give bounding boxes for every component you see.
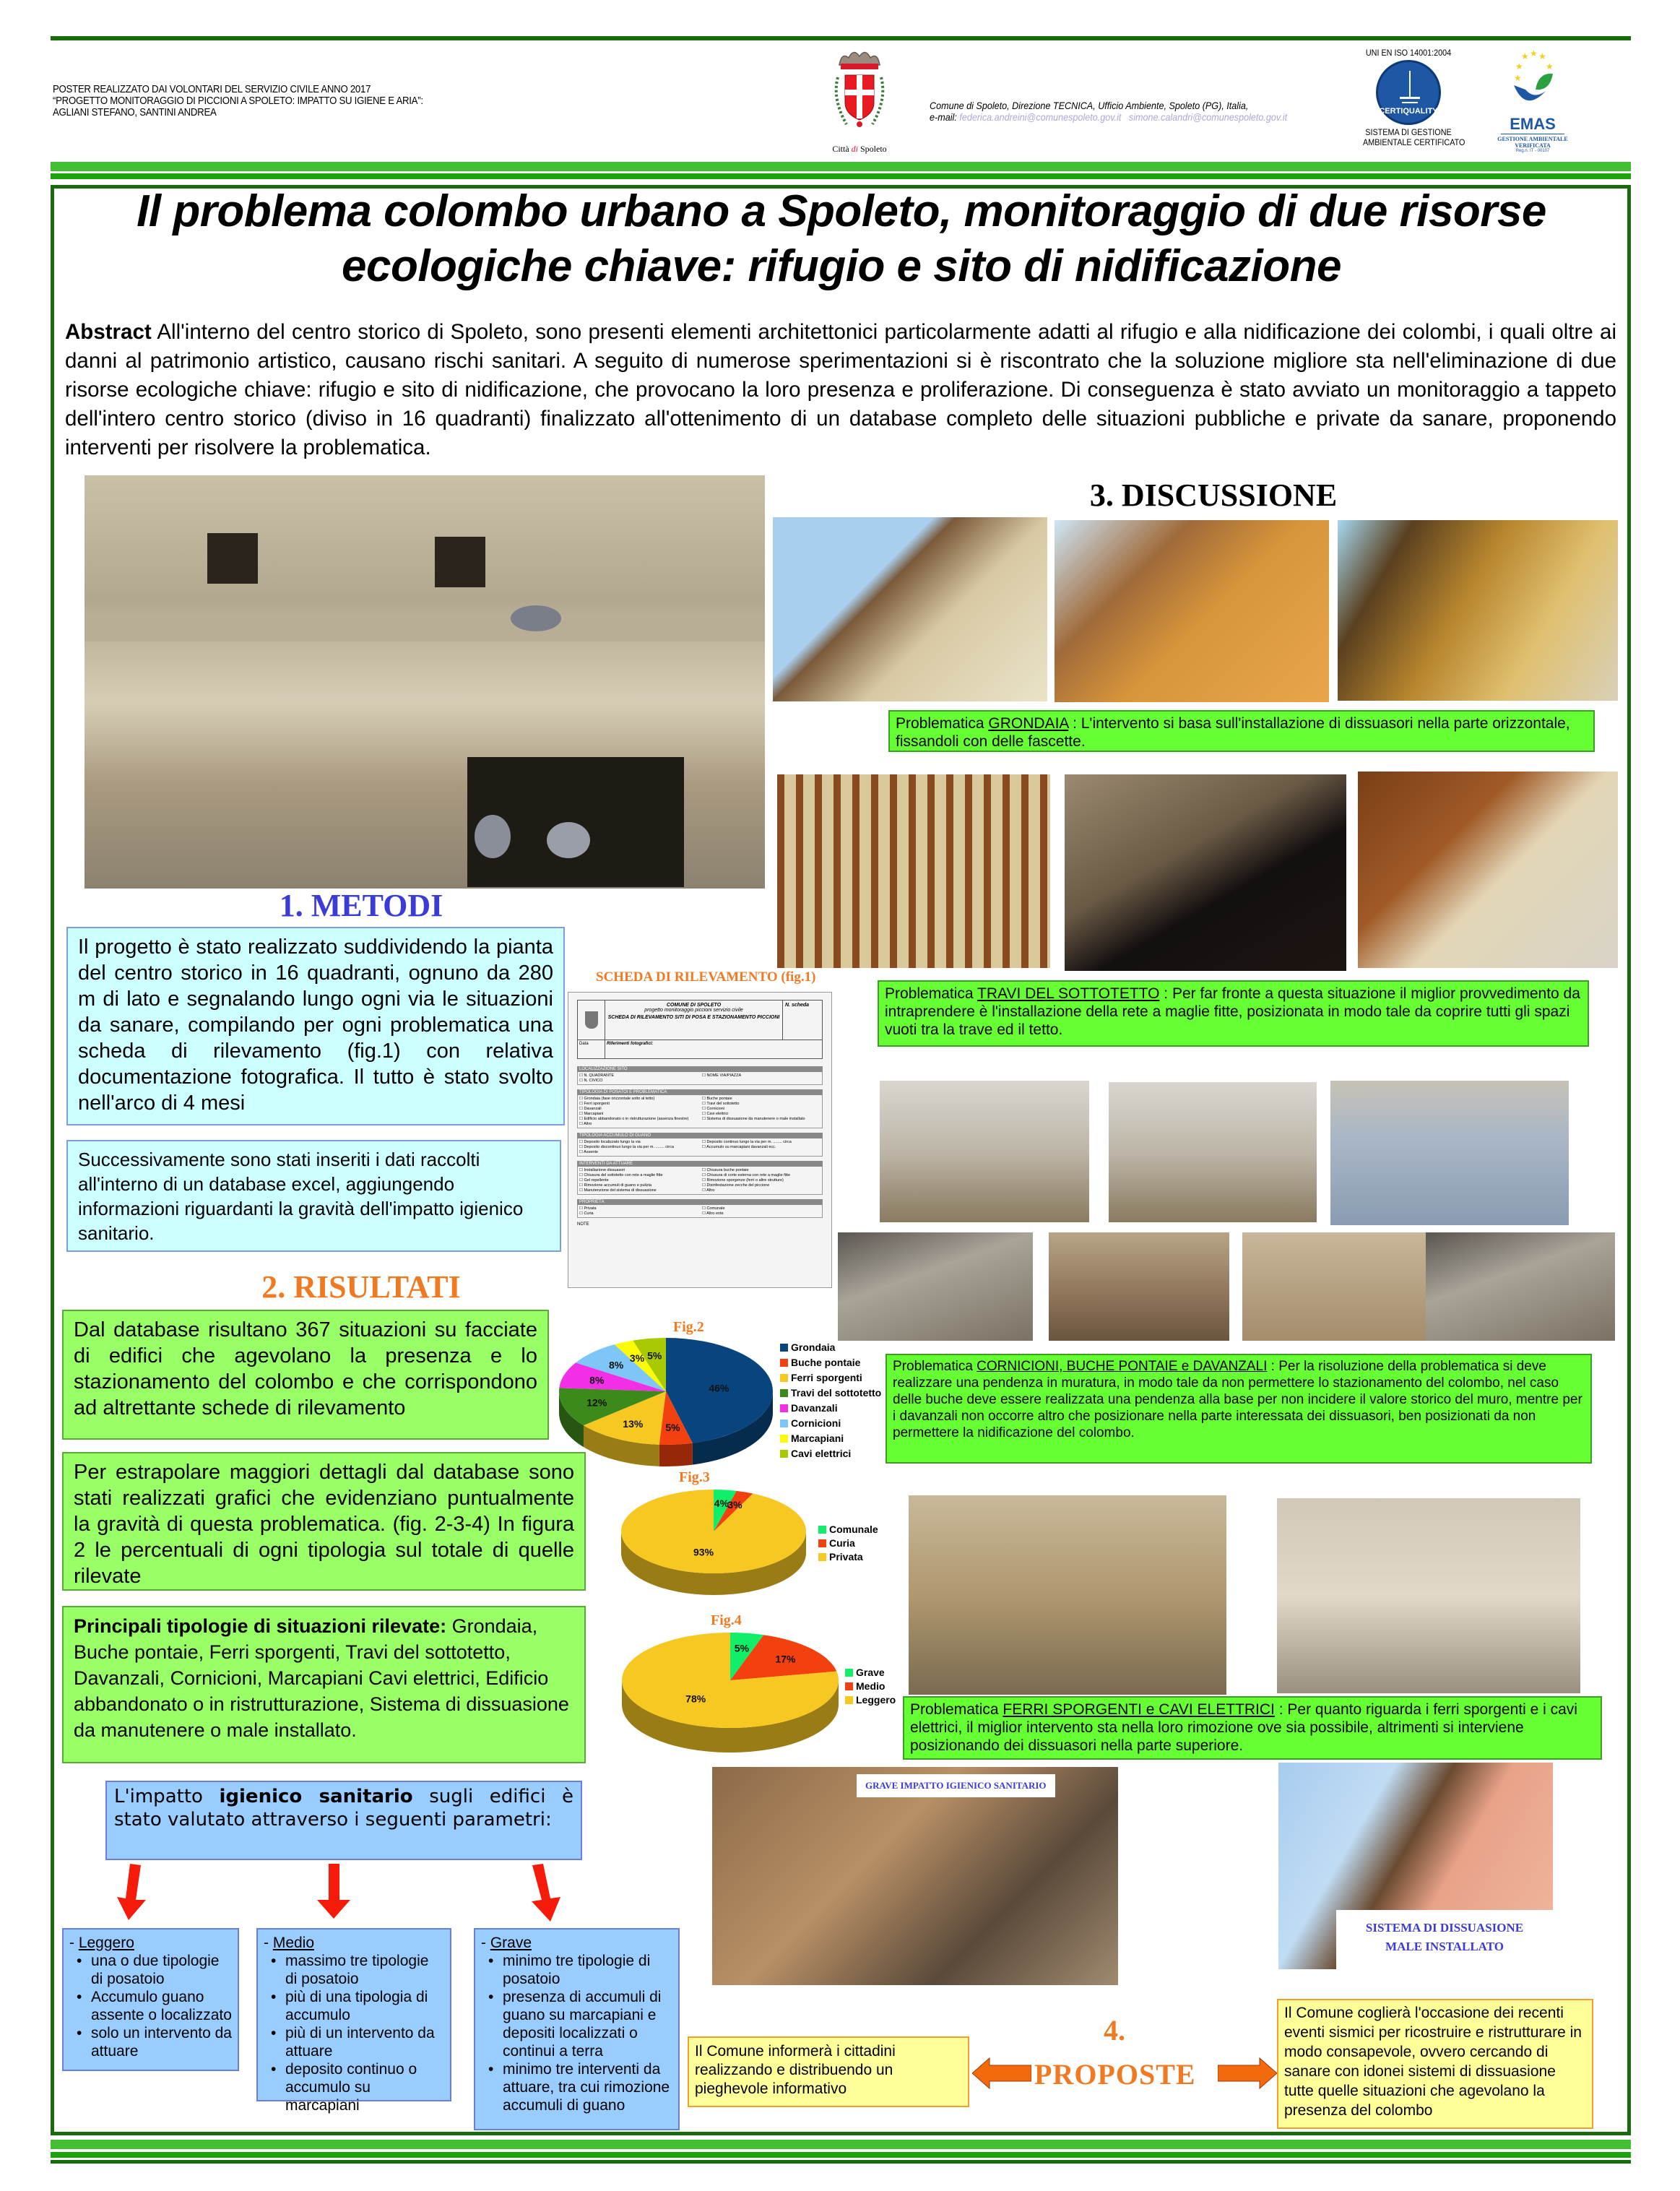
pie-data-label: 3%	[727, 1498, 742, 1511]
risultati-box-2: Per estrapolare maggiori dettagli dal database sono stati realizzati grafici che evidenziano puntualmente la gravità di questa problematica. (fig. 2-3-4) In figura 2 le percentuali di ogni tipologia sul totale di quelle rilevate	[62, 1452, 586, 1591]
deterrent-photo-label: SISTEMA DI DISSUASIONE MALE INSTALLATO	[1336, 1910, 1553, 1969]
arrow-down-left-icon	[117, 1864, 146, 1920]
level-bullets	[264, 1952, 444, 2114]
ferri-photo-2	[1277, 1498, 1580, 1693]
contact-line: Comune di Spoleto, Direzione TECNICA, Ufficio Ambiente, Spoleto (PG), Italia,	[930, 100, 1249, 111]
form-checkbox-item: ☐ Disinfestazione zecche del piccione	[702, 1183, 770, 1188]
pie-data-label: 93%	[693, 1546, 714, 1558]
fig4-legend	[845, 1666, 896, 1707]
footer-green-bar	[51, 2152, 1631, 2158]
poster-credits	[53, 84, 423, 118]
legend-swatch	[818, 1526, 826, 1534]
certiquality-seal-icon: CERTIQUALITY	[1376, 60, 1441, 125]
pie-data-label: 12%	[586, 1396, 607, 1409]
form-checkbox-item: ☐ Travi del sottotetto	[702, 1102, 740, 1106]
fig3-pie-chart	[618, 1487, 813, 1602]
metodi-box-2: Successivamente sono stati inseriti i dati raccolti all'interno di un database excel, aggiungendo informazioni riguardanti la gravità dell'impatto igienico sanitario.	[66, 1140, 561, 1252]
form-section-header: TIPOLOGIA ACCUMULO DI GUANO	[577, 1133, 823, 1138]
header-top-rule	[51, 36, 1631, 40]
proposta-right-box: Il Comune coglierà l'occasione dei recenti eventi sismici per ricostruire e ristrutturare in modo consapevole, ovvero cercando di sanare con idonei sistemi di dissuasione tutte quelle situazioni che agevolano la presenza del colombo	[1277, 1999, 1593, 2129]
fig3-title: Fig.3	[679, 1469, 710, 1485]
form-checkbox-item: ☐ N. CIVICO	[579, 1079, 603, 1083]
level-bullet-item: • minimo tre interventi da attuare, tra cui rimozione accumuli di guano	[481, 2060, 672, 2114]
legend-label: Grave	[856, 1667, 885, 1678]
legend-entry	[845, 1680, 896, 1693]
legend-entry	[780, 1431, 881, 1446]
form-checkbox-item: ☐ Ferri sporgenti	[579, 1102, 610, 1106]
risultati-box-1: Dal database risultano 367 situazioni su facciate di edifici che agevolano la presenza e lo stazionamento del colombo e che corrispondono ad altrettante schede di rilevamento	[62, 1310, 549, 1440]
legend-label: Grondaia	[791, 1341, 836, 1353]
legend-entry	[780, 1355, 881, 1370]
caption-grondaia: Problematica GRONDAIA : L'intervento si basa sull'installazione di dissuasori nella parte orizzontale, fissandoli con delle fascette.	[888, 710, 1595, 752]
legend-swatch	[845, 1669, 853, 1677]
discussione-heading: 3. DISCUSSIONE	[1089, 477, 1338, 513]
caption-travi: Problematica TRAVI DEL SOTTOTETTO : Per far fronte a questa situazione il miglior provvedimento da intraprendere è l'installazione della rete a maglie fitte, posizionata in modo tale da coprire tutti gli spazi vuoti tra la trave ed il tetto.	[878, 980, 1589, 1047]
impact-intro-box: L'impatto igienico sanitario sugli edifici è stato valutato attraverso i seguenti parametri:	[105, 1781, 582, 1860]
guano-photo	[712, 1767, 1118, 1985]
level-box-grave: - Grave • minimo tre tipologie di posatoio • presenza di accumuli di guano su marcapiani e depositi localizzati o continui a terra • minimo tre interventi da attuare, tra cui rimozione accumuli di guano	[474, 1928, 680, 2130]
legend-swatch	[780, 1359, 788, 1367]
cornice-photo-3	[1330, 1081, 1569, 1225]
buche-photo-3	[1242, 1232, 1429, 1341]
pie-slice-side	[659, 1443, 693, 1466]
poster-title	[79, 184, 1603, 294]
legend-swatch	[780, 1419, 788, 1427]
level-box-medio: - Medio • massimo tre tipologie di posatoio • più di una tipologia di accumulo • più di un intervento da attuare • deposito continuo o accumulo su marcapiani	[256, 1928, 451, 2101]
form-checkbox-item: ☐ Accumulo su marcapiani davanzali ecc.	[702, 1145, 776, 1149]
header-light-green-bar	[51, 162, 1631, 171]
pie-data-label: 46%	[709, 1382, 729, 1394]
level-box-leggero: - Leggero • una o due tipologie di posatoio • Accumulo guano assente o localizzato • solo un intervento da attuare	[62, 1928, 239, 2071]
legend-entry	[780, 1446, 881, 1461]
form-checkbox-item: ☐ Assente	[579, 1150, 599, 1154]
form-checkbox-item: ☐ Deposito discontinuo lungo la via per m. ........ circa	[579, 1145, 674, 1149]
legend-entry	[845, 1693, 896, 1707]
form-caption: SCHEDA DI RILEVAMENTO (fig.1)	[596, 969, 816, 985]
gutter-photo-2	[1055, 520, 1329, 702]
legend-label: Medio	[856, 1680, 886, 1692]
metodi-heading: 1. METODI	[279, 888, 443, 923]
legend-entry	[818, 1537, 878, 1550]
guano-photo-label: GRAVE IMPATTO IGIENICO SANITARIO	[857, 1774, 1055, 1797]
legend-swatch	[845, 1696, 853, 1704]
pigeon-icon	[547, 822, 590, 858]
level-bullet-item: • Accumulo guano assente o localizzato	[69, 1988, 232, 2024]
risultati-box-3-text: Grondaia, Buche pontaie, Ferri sporgenti, Travi del sottotetto, Davanzali, Cornicioni, Marcapiani Cavi elettrici, Edificio abbandonato o in ristrutturazione, Sistema di dissuasione da manutenere o male installato.	[74, 1615, 569, 1741]
form-checkbox-item: ☐ Rimozione sporgenze (ferri o altre strutture)	[702, 1178, 784, 1183]
form-checkbox-item: ☐ Cavi elettrici	[702, 1112, 729, 1116]
legend-swatch	[780, 1435, 788, 1443]
ferri-photo-1	[909, 1495, 1226, 1695]
form-checkbox-item: ☐ Rimozione accumuli di guano e pulizia	[579, 1183, 652, 1188]
fig2-title: Fig.2	[673, 1319, 704, 1335]
abstract	[65, 318, 1616, 462]
form-sections	[577, 1066, 823, 1218]
beams-photo-1	[777, 774, 1050, 968]
legend-entry	[818, 1550, 878, 1564]
form-checkbox-item: ☐ Altro	[702, 1188, 715, 1193]
level-name: Leggero	[78, 1935, 134, 1951]
form-section-header: LOCALIZZAZIONE SITO	[577, 1066, 823, 1072]
pie-data-label: 5%	[647, 1349, 662, 1362]
pie-data-label: 4%	[714, 1497, 729, 1509]
form-checkbox-item: ☐ Altro ente	[702, 1211, 724, 1216]
form-checkbox-item: ☐ Edificio abbandonato o in ristrutturazione (assenza finestre)	[579, 1117, 689, 1121]
form-checkbox-item: ☐ Chiusura del sottotetto con rete a maglie fitte	[579, 1173, 663, 1177]
legend-entry	[780, 1401, 881, 1416]
form-checkbox-item: ☐ Buche pontaie	[702, 1097, 732, 1101]
buche-photo-1	[838, 1232, 1033, 1341]
cornice-photo-2	[1109, 1082, 1317, 1222]
form-checkbox-item: ☐ Gel repellente	[579, 1178, 609, 1183]
legend-entry	[780, 1386, 881, 1401]
city-logo-caption: Città di Spoleto	[832, 144, 887, 154]
legend-swatch	[780, 1404, 788, 1412]
arrow-right-icon	[1218, 2057, 1277, 2090]
title-line-2: ecologiche chiave: rifugio e sito di nidificazione	[341, 241, 1342, 291]
pie-data-label: 78%	[685, 1693, 706, 1705]
level-bullet-item: • più di un intervento da attuare	[264, 2024, 444, 2060]
form-checkbox-item: ☐ Chiusura di corte esterna con rete a maglie fitte	[702, 1173, 791, 1177]
proposte-heading-number: 4.	[1104, 2014, 1125, 2047]
credits-line-1: POSTER REALIZZATO DAI VOLONTARI DEL SERVIZIO CIVILE ANNO 2017	[53, 83, 371, 95]
legend-label: Curia	[829, 1537, 855, 1549]
gutter-photo-1	[773, 517, 1047, 701]
form-crest-icon	[578, 1001, 605, 1040]
city-crest-icon	[816, 45, 903, 139]
email-link-1[interactable]: federica.andreini@comunespoleto.gov.it	[959, 111, 1122, 123]
iso-certiquality-logo: UNI EN ISO 14001:2004 CERTIQUALITY SISTEMA DI GESTIONE AMBIENTALE CERTIFICATO	[1363, 48, 1465, 147]
legend-swatch	[818, 1553, 826, 1561]
level-bullet-item: • più di una tipologia di accumulo	[264, 1988, 444, 2024]
beams-photo-3	[1358, 772, 1618, 968]
emas-stars-leaf-icon	[1504, 48, 1562, 113]
level-bullet-item: • massimo tre tipologie di posatoio	[264, 1952, 444, 1988]
legend-swatch	[780, 1389, 788, 1397]
contact-info	[930, 100, 1287, 123]
legend-label: Ferri sporgenti	[791, 1372, 862, 1383]
cornice-photo-1	[880, 1081, 1089, 1222]
legend-entry	[845, 1666, 896, 1680]
risultati-box-3	[62, 1606, 586, 1763]
impact-arrows	[101, 1864, 592, 1922]
level-name: Medio	[272, 1935, 315, 1951]
pigeon-icon	[511, 605, 561, 631]
proposta-left-box: Il Comune informerà i cittadini realizzando e distribuendo un pieghevole informativo	[688, 2036, 969, 2107]
legend-label: Cornicioni	[791, 1417, 841, 1429]
title-line-1: Il problema colombo urbano a Spoleto, monitoraggio di due risorse	[137, 186, 1546, 236]
city-logo	[816, 45, 903, 153]
level-bullet-item: • solo un intervento da attuare	[69, 2024, 232, 2060]
caption-ferri: Problematica FERRI SPORGENTI e CAVI ELETTRICI : Per quanto riguarda i ferri sporgenti e i cavi elettrici, il miglior intervento sta nella loro rimozione ove sia possibile, altrimenti si interviene posizionando dei dissuasori nella parte superiore.	[903, 1696, 1602, 1760]
legend-swatch	[780, 1374, 788, 1382]
form-section-header: PROPRIETÀ	[577, 1199, 823, 1205]
bad-deterrent-photo	[1278, 1763, 1553, 1969]
legend-label: Comunale	[829, 1524, 878, 1535]
header-green-bar	[51, 173, 1631, 179]
form-checkbox-item: ☐ Sistema di dissuasione da manutenere o male installato	[702, 1117, 805, 1121]
form-checkbox-item: ☐ NOME VIA/PIAZZA	[702, 1073, 742, 1078]
fig3-legend	[818, 1523, 878, 1564]
form-checkbox-item: ☐ Cornicioni	[702, 1107, 724, 1111]
form-checkbox-item: ☐ Deposito localizzato lungo la via	[579, 1140, 641, 1144]
form-checkbox-item: ☐ N. QUADRANTE	[579, 1073, 615, 1078]
legend-swatch	[780, 1344, 788, 1352]
level-bullets	[69, 1952, 232, 2060]
pie-data-label: 8%	[608, 1359, 624, 1371]
pie-data-label: 5%	[734, 1642, 750, 1654]
email-link-2[interactable]: simone.calandri@comunespoleto.gov.it	[1128, 111, 1288, 123]
legend-label: Leggero	[856, 1694, 896, 1706]
footer-light-green-bar	[51, 2140, 1631, 2149]
abstract-text: All'interno del centro storico di Spoleto, sono presenti elementi architettonici particolarmente adatti al rifugio e alla nidificazione dei colombi, i quali oltre ai danni al patrimonio artistico, causano rischi sanitari. A seguito di numerose sperimentazioni si è riscontrato che la soluzione migliore sta nell'eliminazione di due risorse ecologiche chiave: rifugio e sito di nidificazione, che provocano la loro presenza e proliferazione. Di conseguenza è stato avviato un monitoraggio a tappeto dell'intero centro storico (diviso in 16 quadranti) finalizzato all'ottenimento di un database completo delle situazioni pubbliche e private da sanare, proponendo interventi per risolvere la problematica.	[65, 320, 1616, 459]
legend-entry	[780, 1370, 881, 1386]
svg-text:★: ★	[1530, 48, 1538, 59]
fig2-legend	[780, 1340, 881, 1461]
risultati-box-3-label: Principali tipologie di situazioni rilevate:	[74, 1615, 447, 1637]
pie-data-label: 8%	[589, 1374, 605, 1386]
footer-dark-green-bar	[51, 2160, 1631, 2164]
svg-text:★: ★	[1538, 51, 1546, 61]
legend-label: Buche pontaie	[791, 1357, 861, 1368]
legend-label: Privata	[829, 1551, 863, 1563]
arrow-left-icon	[972, 2057, 1031, 2090]
legend-label: Marcapiani	[791, 1432, 844, 1444]
fig4-pie-chart	[618, 1628, 849, 1758]
svg-text:★: ★	[1514, 73, 1522, 83]
legend-swatch	[818, 1539, 826, 1547]
legend-entry	[780, 1340, 881, 1355]
form-checkbox-item: ☐ Chiusura buche pontaie	[702, 1168, 749, 1172]
arrow-down-right-icon	[532, 1864, 560, 1922]
pie-data-label: 13%	[623, 1417, 644, 1430]
level-bullet-item: • una o due tipologie di posatoio	[69, 1952, 232, 1988]
form-checkbox-item: ☐ Installazione dissuasori	[579, 1168, 625, 1172]
legend-label: Davanzali	[791, 1402, 838, 1414]
form-section-header: TIPOLOGIA DI POSATOI E PROBLEMATICA	[577, 1089, 823, 1095]
credits-line-2: “PROGETTO MONITORAGGIO DI PICCIONI A SPOLETO: IMPATTO SU IGIENE E ARIA”:	[53, 95, 423, 107]
gutter-photo-3	[1338, 520, 1618, 701]
svg-text:★: ★	[1521, 51, 1529, 61]
level-bullets	[481, 1952, 672, 2114]
arrow-down-center-icon	[317, 1864, 350, 1919]
credits-line-3: AGLIANI STEFANO, SANTINI ANDREA	[53, 106, 217, 118]
form-checkbox-item: ☐ Privata	[579, 1206, 597, 1211]
buche-photo-4	[1426, 1232, 1615, 1341]
level-bullet-item: • presenza di accumuli di guano su marcapiani e depositi localizzati o continui a terra	[481, 1988, 672, 2060]
caption-cornicioni: Problematica CORNICIONI, BUCHE PONTAIE e DAVANZALI : Per la risoluzione della problematica si deve realizzare una pendenza in muratura, in modo tale da non permettere lo stazionamento del colombo, nel caso delle buche deve essere realizzata una pendenza alla base per non incidere il valore storico del muro, mentre per i davanzali non occorre altro che posizionare nella parte interessata dei dissuasori, ben posizionati da non permettere la nidificazione del colombo.	[886, 1354, 1592, 1464]
pie-data-label: 17%	[775, 1653, 796, 1665]
form-checkbox-item: ☐ Manutenzione del sistema di dissuasione	[579, 1188, 657, 1193]
level-bullet-item: • deposito continuo o accumulo su marcapiani	[264, 2060, 444, 2114]
legend-label: Travi del sottotetto	[791, 1387, 882, 1399]
proposte-heading: PROPOSTE	[1034, 2058, 1196, 2091]
legend-entry	[818, 1523, 878, 1537]
risultati-heading: 2. RISULTATI	[261, 1269, 461, 1305]
form-checkbox-item: ☐ Grondaia (fase orizzontale sotto al tetto)	[579, 1097, 655, 1101]
form-checkbox-item: ☐ Altro	[579, 1122, 592, 1126]
legend-label: Cavi elettrici	[791, 1448, 852, 1459]
email-line: e-mail: federica.andreini@comunespoleto.gov.it simone.calandri@comunespoleto.gov.it	[930, 111, 1288, 123]
pigeons-wall-photo	[85, 475, 765, 889]
beams-photo-2	[1065, 774, 1346, 971]
pie-data-label: 3%	[629, 1352, 645, 1364]
pie-data-label: 5%	[665, 1422, 680, 1434]
legend-entry	[780, 1416, 881, 1431]
legend-swatch	[845, 1682, 853, 1690]
survey-form-image: COMUNE DI SPOLETO progetto monitoraggio piccioni servizio civile SCHEDA DI RILEVAMENTO SITI DI POSA E STAZIONAMENTO PICCIONI N. scheda Data Riferimenti fotografici: LOCALIZZAZIONE SITO ☐ N. QUADRANTE ☐ NOME VIA/PIAZZA ☐ N. CIVICO TIPOLOGIA DI POSATOI E PROBLEMATICA ☐ Grondaia (fase orizzontale sotto al tetto) ☐ Buche pontaie ☐ Ferri sporgenti ☐ Travi del sottotetto ☐ Davanzali ☐ Cornicioni ☐ Marcapiani ☐ Cavi elettrici ☐ Edificio abbandonato o in ristrutturazione (assenza finestre) ☐ Sistema di dissuasione da manutenere o male installato ☐ Altro TIPOLOGIA ACCUMULO DI GUANO ☐ Deposito localizzato lungo la via ☐ Deposito continuo lungo la via per m. ........ circa ☐ Deposito discontinuo lungo la via per m. ........ circa ☐ Accumulo su marcapiani davanzali ecc. ☐ Assente INTERVENTI DA ATTUARE ☐ Installazione dissuasori ☐ Chiusura buche pontaie ☐ Chiusura del sottotetto con rete a maglie fitte ☐ Chiusura di corte esterna con rete a maglie fitte ☐ Gel repellente ☐ Rimozione sporgenze (ferri o altre strutture) ☐ Rimozione accumuli di guano e pulizia ☐ Disinfestazione zecche del piccione ☐ Manutenzione del sistema di dissuasione ☐ Altro PROPRIETÀ ☐ Privata ☐ Comunale ☐ Curia ☐ Altro ente NOTE	[568, 992, 832, 1288]
fig2-pie-chart	[556, 1335, 780, 1472]
form-checkbox-item: ☐ Comunale	[702, 1206, 725, 1211]
metodi-box-1: Il progetto è stato realizzato suddividendo la pianta del centro storico in 16 quadranti, ognuno da 280 m di lato e segnalando lungo ogni via le situazioni da sanare, compilando per ogni problematica una scheda di rilevamento (fig.1) con relativa documentazione fotografica. Il tutto è stato svolto nell'arco di 4 mesi	[66, 927, 565, 1125]
svg-text:★: ★	[1515, 61, 1523, 72]
form-section-header: INTERVENTI DA ATTUARE	[577, 1161, 823, 1167]
level-bullet-item: • minimo tre tipologie di posatoio	[481, 1952, 672, 1988]
form-checkbox-item: ☐ Deposito continuo lungo la via per m. ........ circa	[702, 1140, 792, 1144]
buche-photo-2	[1049, 1232, 1229, 1341]
form-checkbox-item: ☐ Marcapiani	[579, 1112, 604, 1116]
fig4-title: Fig.4	[711, 1612, 742, 1628]
abstract-label: Abstract	[65, 320, 152, 344]
legend-swatch	[780, 1450, 788, 1458]
form-checkbox-item: ☐ Curia	[579, 1211, 594, 1216]
svg-text:★: ★	[1546, 61, 1554, 72]
form-checkbox-item: ☐ Davanzali	[579, 1107, 602, 1111]
emas-logo: ★ ★ ★ ★ ★ ★ EMAS GESTIONE AMBIENTALE VERIFICATA Reg.n. IT - 00107	[1497, 48, 1568, 153]
level-name: Grave	[490, 1935, 532, 1951]
pigeon-icon	[475, 815, 511, 858]
